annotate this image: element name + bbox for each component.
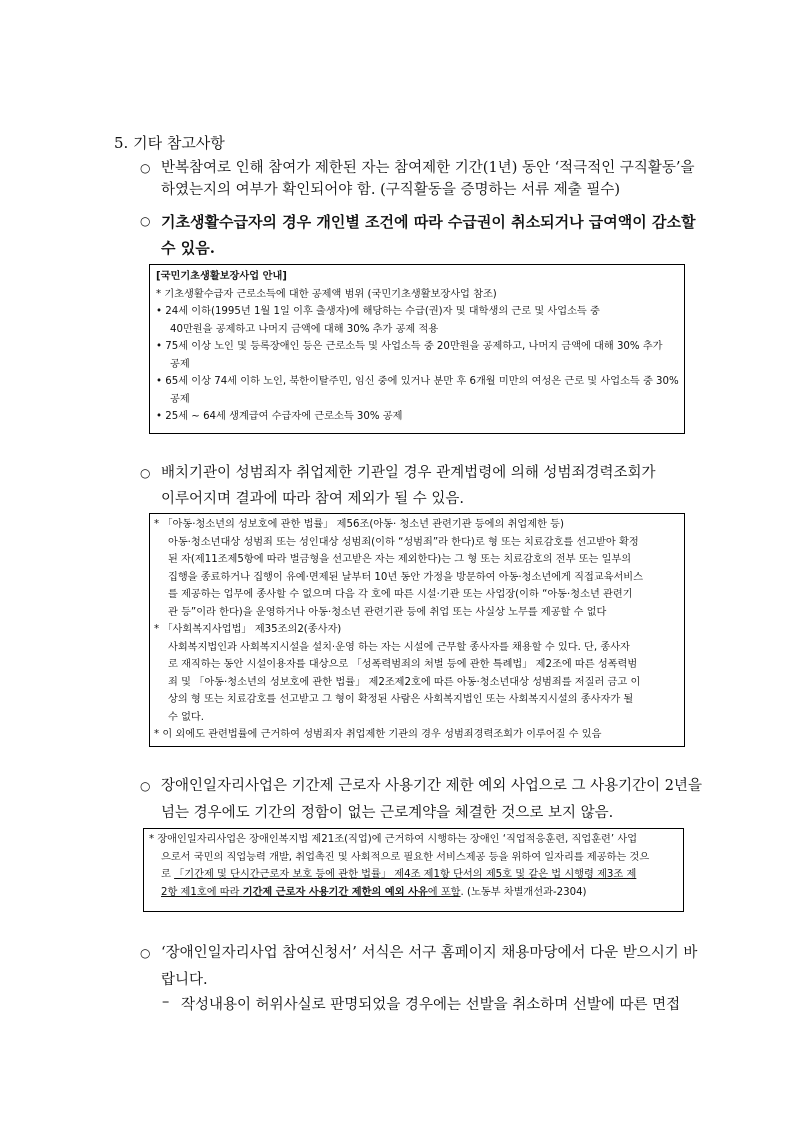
box-line: 죄 및 「아동·청소년의 성보호에 관한 법률」 제2조제2호에 따른 아동·청소년대상 성범죄를 저질러 금고 이: [168, 676, 641, 688]
box-line-part: 로: [161, 869, 175, 880]
para-fixed-term-exception: [161, 773, 702, 827]
disability-job-program-box: [143, 828, 684, 912]
box-line: 로 재직하는 동안 시설이용자를 대상으로 「성폭력범죄의 처벌 등에 관한 특례법」 제2조에 따른 성폭력범: [168, 659, 638, 670]
included-text: 에 포함: [427, 886, 461, 898]
para-line: 기초생활수급자의 경우 개인별 조건에 따라 수급권이 취소되거나 급여액이 감소할: [161, 213, 696, 231]
para-line: 반복참여로 인해 참여가 제한된 자는 참여제한 기간(1년) 동안 ‘적극적인 구직활동’을: [161, 160, 695, 176]
box-line: 으로서 국민의 직업능력 개발, 취업촉진 및 사회적으로 필요한 서비스제공 등을 위하여 일자리를 제공하는 것으: [161, 851, 650, 863]
para-line: 이루어지며 결과에 따라 참여 제외가 될 수 있음.: [161, 491, 465, 507]
box-line: 관 등”이라 한다)을 운영하거나 아동·청소년 관련기관 등에 취업 또는 사실상 노무를 제공할 수 없다: [168, 606, 607, 618]
para-line: 하였는지의 여부가 확인되어야 함. (구직활동을 증명하는 서류 제출 필수): [161, 182, 620, 198]
box-line: * 기초생활수급자 근로소득에 대한 공제액 범위 (국민기초생활보장사업 참조): [156, 288, 497, 300]
box-line: * 「아동·청소년의 성보호에 관한 법률」 제56조(아동· 청소년 관련기관 등에의 취업제한 등): [154, 519, 564, 530]
para-line: 수 있음.: [161, 239, 215, 257]
exception-reason: 기간제 근로자 사용기간 제한의 예외 사유: [242, 886, 428, 898]
box-line: 사회복지법인과 사회복지시설을 설치·운영 하는 자는 시설에 근무할 종사자를 채용할 수 있다. 단, 종사자: [168, 641, 630, 653]
box-line: • 24세 이하(1995년 1월 1일 이후 출생자)에 해당하는 수급(권)자 및 대학생의 근로 및 사업소득 중: [156, 306, 600, 317]
para-application-form: [161, 940, 697, 994]
para-line: 장애인일자리사업은 기간제 근로자 사용기간 제한 예외 사업으로 그 사용기간이 2년을: [161, 778, 702, 794]
para-sex-offender-check: [161, 460, 656, 512]
box-line: • 75세 이상 노인 및 등록장애인 등은 근로소득 및 사업소득 중 20만원을 공제하고, 나머지 금액에 대해 30% 추가: [156, 341, 663, 352]
box-line: 아동·청소년대상 성범죄 또는 성인대상 성범죄(이하 “성범죄”라 한다)로 형 또는 치료감호를 선고받아 확정: [168, 536, 639, 548]
box-line: * 이 외에도 관련법률에 근거하여 성범죄자 취업제한 기관의 경우 성범죄경력조회가 이루어질 수 있음: [154, 729, 602, 740]
box-line: 40만원을 공제하고 나머지 금액에 대해 30% 추가 공제 적용: [170, 323, 439, 335]
box-line: 집행을 종료하거나 집행이 유예·면제된 날부터 10년 동안 가정을 방문하여 아동·청소년에게 직접교육서비스: [168, 571, 643, 583]
para-line: 배치기관이 성범죄자 취업제한 기관일 경우 관계법령에 의해 성범죄경력조회가: [161, 465, 656, 481]
para-line: ‘장애인일자리사업 참여신청서’ 서식은 서구 홈페이지 채용마당에서 다운 받으시기 바: [161, 945, 698, 961]
bullet-icon: ○: [140, 214, 151, 228]
box-line: 를 제공하는 업무에 종사할 수 없으며 다음 각 호에 따른 시설·기관 또는 사업장(이하 “아동·청소년 관련기: [168, 589, 633, 600]
sex-offender-law-box: [149, 513, 685, 747]
box-line: 공제: [170, 393, 190, 405]
bullet-icon: ○: [140, 779, 151, 793]
para-participation-limit: [161, 157, 694, 201]
para-line: 랍니다.: [161, 972, 208, 988]
law-reference-cont: 2항 제1호에 따라: [161, 886, 243, 898]
box-line: 된 자(제11조제5항에 따라 벌금형을 선고받은 자는 제외한다)는 그 형 또는 치료감호의 전부 또는 일부의: [168, 554, 632, 565]
ministry-reference: . (노동부 차별개선과-2304): [460, 886, 587, 898]
box-line: • 25세 ~ 64세 생계급여 수급자에 근로소득 30% 공제: [156, 411, 403, 422]
box-title: [국민기초생활보장사업 안내]: [156, 271, 287, 282]
bullet-icon: ○: [140, 466, 151, 480]
basic-livelihood-info-box: [149, 264, 685, 434]
box-line: 상의 형 또는 치료감호를 선고받고 그 형이 확정된 사람은 사회복지법인 또는 사회복지시설의 종사자가 될: [168, 694, 634, 705]
dash-icon: –: [162, 994, 170, 1010]
law-reference: 「기간제 및 단시간근로자 보호 등에 관한 법률」 제4조 제1항 단서의 제5호 및 같은 법 시행령 제3조 제: [174, 869, 637, 880]
para-basic-livelihood: [161, 209, 695, 261]
box-line: 공제: [170, 358, 190, 370]
section-title: 5. 기타 참고사항: [114, 134, 225, 152]
para-line: 넘는 경우에도 기간의 정함이 없는 근로계약을 체결한 것으로 보지 않음.: [161, 805, 614, 821]
bullet-icon: ○: [140, 161, 151, 175]
box-line: * 장애인일자리사업은 장애인복지법 제21조(직업)에 근거하여 시행하는 장애인 ‘직업적응훈련, 직업훈련’ 사업: [149, 834, 638, 845]
bullet-icon: ○: [140, 946, 151, 960]
box-line: * 「사회복지사업법」 제35조의2(종사자): [154, 624, 342, 635]
sub-item-false-info: 작성내용이 허위사실로 판명되었을 경우에는 선발을 취소하며 선발에 따른 면접: [181, 997, 681, 1013]
box-line: • 65세 이상 74세 이하 노인, 북한이탈주민, 임신 중에 있거나 분만 후 6개월 미만의 여성은 근로 및 사업소득 중 30%: [156, 376, 679, 387]
box-line: 수 없다.: [168, 711, 204, 723]
